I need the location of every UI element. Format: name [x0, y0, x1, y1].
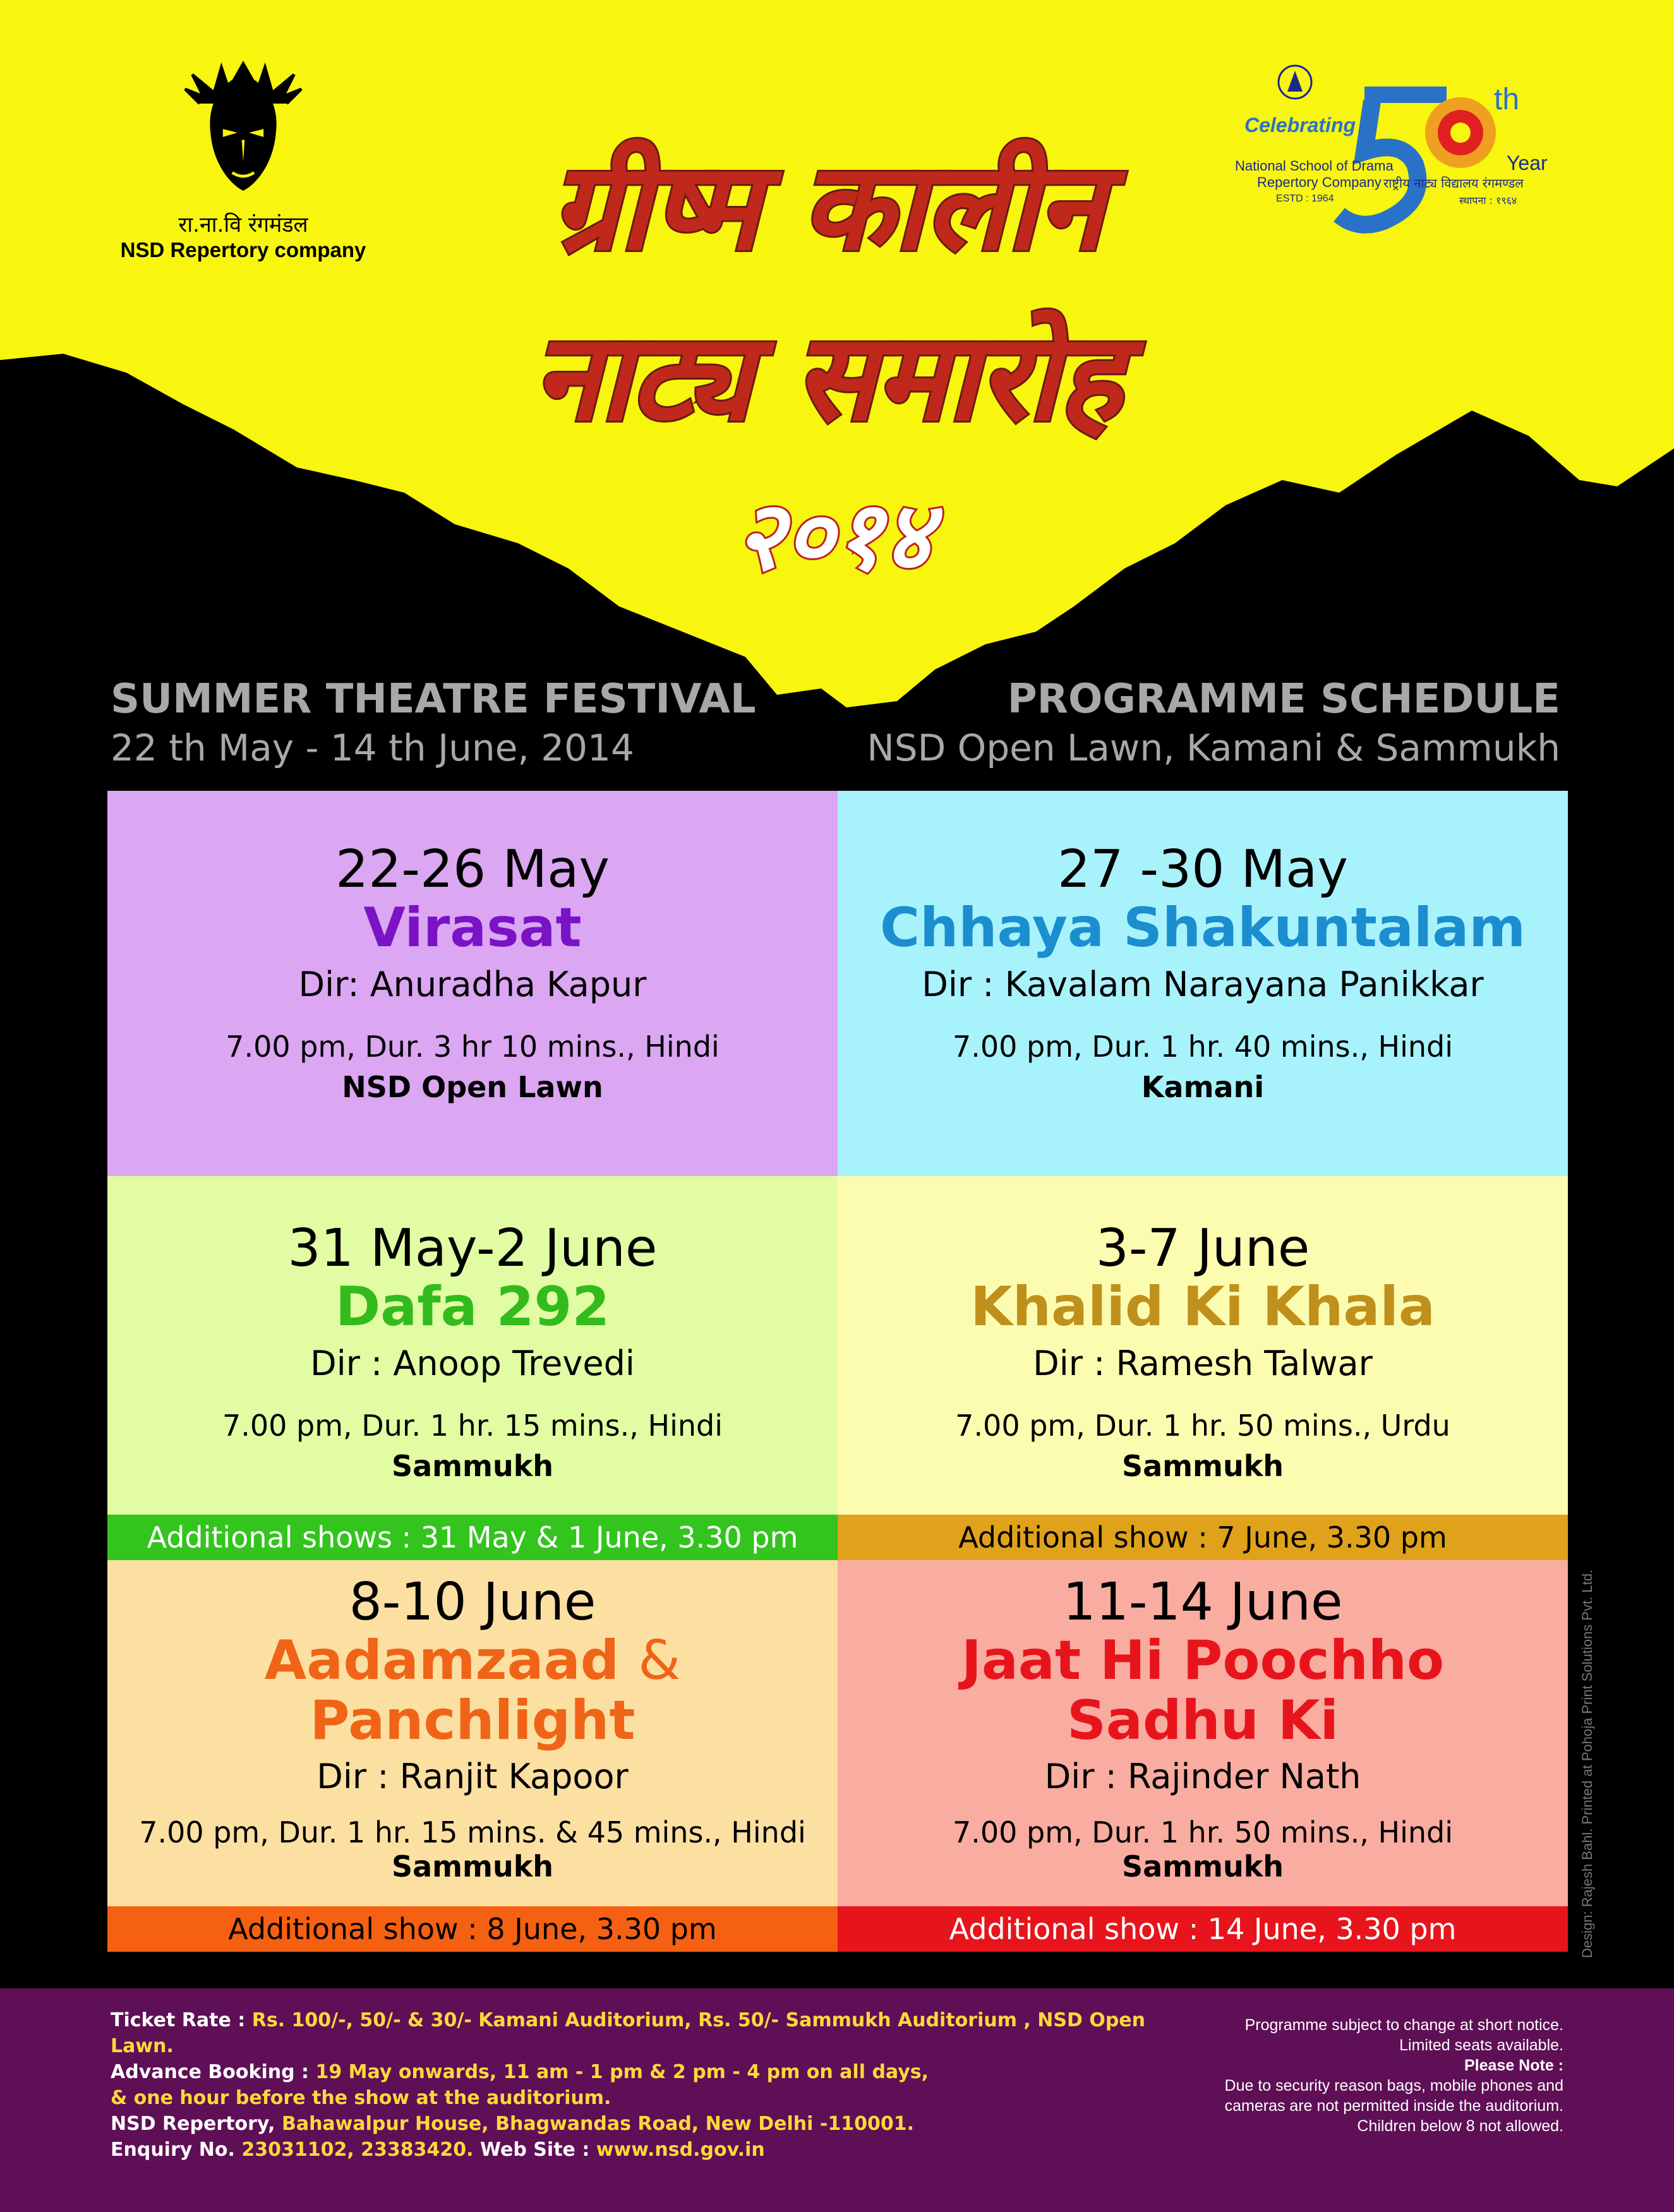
show-date: 22-26 May — [335, 839, 610, 899]
show-director: Dir: Anuradha Kapur — [298, 964, 647, 1004]
footer-notes — [1188, 2015, 1563, 2136]
logo-right-estd-hindi: स्थापना : १९६४ — [1459, 195, 1517, 207]
show-aadamzaad-panchlight — [107, 1560, 838, 1906]
show-director: Dir : Ramesh Talwar — [1033, 1343, 1373, 1383]
show-director: Dir : Ranjit Kapoor — [316, 1757, 629, 1797]
show-date: 27 -30 May — [1057, 839, 1348, 899]
repertory-label: NSD Repertory, — [111, 2113, 275, 2135]
show-date: 8-10 June — [349, 1572, 596, 1632]
show-director: Dir : Anoop Trevedi — [310, 1343, 635, 1383]
show-title-part1: Aadamzaad — [264, 1629, 620, 1693]
title-hindi-line2: नाट्य समारोह — [533, 306, 1123, 447]
festival-title: SUMMER THEATRE FESTIVAL — [111, 676, 756, 723]
repertory-address-line — [111, 2111, 1197, 2137]
ticket-rate-value: Rs. 100/-, 50/- & 30/- Kamani Auditorium, Rs. 50/- Sammukh Auditorium , NSD Open Lawn. — [111, 2009, 1145, 2057]
logo-right-hindi: राष्ट्रीय नाट्य विद्यालय रंगमण्डल — [1383, 176, 1524, 191]
show-time: 7.00 pm, Dur. 1 hr. 15 mins., Hindi — [222, 1408, 723, 1443]
website-value[interactable]: www.nsd.gov.in — [596, 2139, 765, 2161]
advance-booking-value: 19 May onwards, 11 am - 1 pm & 2 pm - 4 pm on all days, — [315, 2061, 929, 2083]
schedule-venues: NSD Open Lawn, Kamani & Sammukh — [867, 726, 1560, 769]
festival-dates: 22 th May - 14 th June, 2014 — [111, 726, 634, 769]
show-time: 7.00 pm, Dur. 1 hr. 40 mins., Hindi — [952, 1029, 1454, 1064]
logo-right-line1: National School of Drama — [1235, 158, 1394, 174]
show-venue: NSD Open Lawn — [342, 1069, 603, 1104]
show-title: Chhaya Shakuntalam — [879, 896, 1526, 960]
show-time: 7.00 pm, Dur. 1 hr. 50 mins., Hindi — [952, 1815, 1454, 1850]
logo-right-line2: Repertory Company — [1257, 174, 1382, 190]
show-time: 7.00 pm, Dur. 3 hr 10 mins., Hindi — [226, 1029, 720, 1064]
note-programme-change: Programme subject to change at short notice. — [1244, 2016, 1563, 2034]
enquiry-label: Enquiry No. — [111, 2139, 235, 2161]
title-hindi-line1: ग्रीष्म कालीन — [551, 136, 1104, 277]
logo-left-english: NSD Repertory company — [120, 238, 366, 261]
show-dafa-292 — [107, 1176, 838, 1515]
show-time: 7.00 pm, Dur. 1 hr. 50 mins., Urdu — [955, 1408, 1450, 1443]
show-title-line2: Panchlight — [310, 1688, 635, 1752]
show-venue: Sammukh — [391, 1849, 554, 1884]
show-director: Dir : Kavalam Narayana Panikkar — [922, 964, 1484, 1004]
show-venue: Sammukh — [1121, 1448, 1284, 1483]
note-limited-seats: Limited seats available. — [1399, 2036, 1563, 2054]
note-security-2: cameras are not permitted inside the auditorium. — [1224, 2097, 1563, 2115]
note-security-1: Due to security reason bags, mobile phones and — [1224, 2077, 1563, 2095]
show-date: 3-7 June — [1095, 1218, 1310, 1278]
ticket-rate-label: Ticket Rate : — [111, 2009, 246, 2031]
additional-shows-dafa-292: Additional shows : 31 May & 1 June, 3.30 pm — [107, 1515, 838, 1560]
mask-icon — [171, 60, 316, 205]
show-venue: Kamani — [1141, 1069, 1265, 1104]
nsd-repertory-logo — [107, 60, 379, 262]
show-title: Dafa 292 — [335, 1275, 610, 1339]
enquiry-line — [111, 2137, 1197, 2163]
advance-booking-label: Advance Booking : — [111, 2061, 310, 2083]
advance-booking-value-2: & one hour before the show at the auditorium. — [111, 2087, 611, 2109]
show-khalid-ki-khala — [838, 1176, 1568, 1515]
celebrating-50th-logo — [1225, 57, 1592, 246]
additional-show-aadamzaad: Additional show : 8 June, 3.30 pm — [107, 1906, 838, 1952]
advance-booking-line — [111, 2059, 1197, 2085]
website-label: Web Site : — [480, 2139, 590, 2161]
note-heading: Please Note : — [1464, 2057, 1563, 2074]
title-year: २०१४ — [735, 480, 932, 591]
logo-right-th: th — [1494, 83, 1520, 116]
footer-booking-info — [111, 2007, 1197, 2163]
show-title: Virasat — [363, 896, 582, 960]
show-date: 31 May-2 June — [287, 1218, 658, 1278]
show-jaat-hi-poochho-sadhu-ki — [838, 1560, 1568, 1906]
schedule-grid — [107, 791, 1568, 1952]
footer-info — [0, 1988, 1674, 2212]
design-credit: Design: Rajesh Bahl. Printed at Pohoja Print Solutions Pvt. Ltd. — [1579, 1569, 1595, 1958]
show-venue: Sammukh — [391, 1448, 554, 1483]
show-virasat — [107, 791, 838, 1176]
show-title: Khalid Ki Khala — [970, 1275, 1435, 1339]
show-venue: Sammukh — [1121, 1849, 1284, 1884]
show-title-line2: Sadhu Ki — [1066, 1688, 1339, 1752]
note-children: Children below 8 not allowed. — [1357, 2117, 1563, 2135]
show-title: Jaat Hi Poochho — [961, 1629, 1445, 1693]
additional-show-jaat-hi-poochho: Additional show : 14 June, 3.30 pm — [838, 1906, 1568, 1952]
show-title-ampersand: & — [638, 1629, 681, 1693]
logo-right-estd: ESTD : 1964 — [1276, 193, 1334, 204]
repertory-address: Bahawalpur House, Bhagwandas Road, New Delhi -110001. — [281, 2113, 914, 2135]
show-time: 7.00 pm, Dur. 1 hr. 15 mins. & 45 mins., Hindi — [139, 1815, 806, 1850]
ticket-rate-line — [111, 2007, 1197, 2059]
logo-left-hindi: रा.ना.वि रंगमंडल — [178, 212, 308, 237]
logo-right-celebrating: Celebrating — [1244, 114, 1356, 136]
logo-right-year: Year — [1507, 152, 1548, 174]
show-chhaya-shakuntalam — [838, 791, 1568, 1176]
schedule-title: PROGRAMME SCHEDULE — [1007, 676, 1560, 723]
show-director: Dir : Rajinder Nath — [1044, 1757, 1361, 1797]
additional-show-khalid-ki-khala: Additional show : 7 June, 3.30 pm — [838, 1515, 1568, 1560]
show-date: 11-14 June — [1063, 1572, 1343, 1632]
enquiry-numbers: 23031102, 23383420. — [241, 2139, 474, 2161]
show-title — [107, 1631, 838, 1691]
